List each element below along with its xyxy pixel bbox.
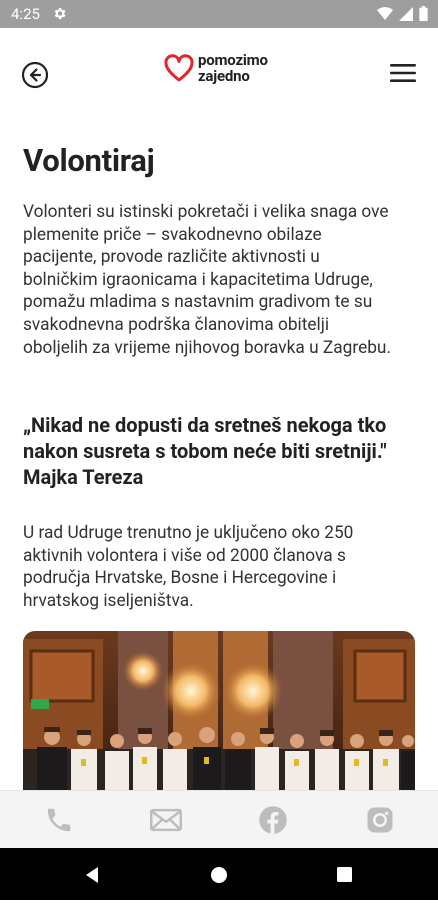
system-navigation-bar: [0, 848, 438, 900]
nav-recents-icon[interactable]: [337, 867, 352, 882]
email-button[interactable]: [150, 805, 180, 835]
nav-back-icon[interactable]: [86, 867, 98, 883]
back-arrow-icon: [21, 61, 49, 89]
status-bar: [0, 0, 438, 28]
bottom-contact-bar: [0, 790, 438, 849]
logo-text-line1: pomozimo: [198, 51, 268, 69]
facebook-button[interactable]: [258, 805, 288, 835]
intro-paragraph: Volonteri su istinski pokretači i velika snaga ove plemenite priče – svakodnevno obilaze pacijente, provode različite aktivnosti u bolničkim igraonicama i kapacitetima Udruge, pomažu mladima s nastavnim gradivom te su svakodnevna podrška članovima obitelji oboljelih za vrijeme njihovog boravka u Zagrebu.: [23, 202, 392, 358]
page-title: Volontiraj: [23, 142, 155, 179]
quote: „Nikad ne dopusti da sretneš nekoga tko nakon susreta s tobom neće biti sretniji." Majka Tereza: [23, 413, 387, 489]
instagram-icon: [365, 805, 395, 835]
hamburger-menu-icon: [389, 62, 417, 84]
nav-home-icon[interactable]: [211, 867, 227, 883]
settings-gear-icon: [52, 6, 67, 25]
back-button[interactable]: [21, 61, 49, 89]
phone-button[interactable]: [44, 805, 74, 835]
battery-icon: [419, 6, 428, 25]
instagram-button[interactable]: [365, 805, 395, 835]
stats-paragraph: U rad Udruge trenutno je uključeno oko 250 aktivnih volontera i više od 2000 članova s područja Hrvatske, Bosne i Hercegovine i hrvatskog iseljeništva.: [23, 523, 354, 611]
status-time: 4:25: [11, 5, 40, 23]
volunteers-group-photo: [23, 631, 415, 791]
phone-icon: [44, 805, 74, 835]
wifi-icon: [377, 6, 393, 25]
facebook-icon: [258, 805, 288, 835]
logo[interactable]: [164, 52, 268, 84]
heart-logo-icon: [164, 54, 194, 82]
menu-button[interactable]: [389, 62, 417, 84]
app-bar: [0, 28, 438, 116]
signal-icon: [399, 6, 413, 25]
logo-text-line2: zajedno: [198, 67, 250, 85]
mail-icon: [150, 805, 182, 835]
